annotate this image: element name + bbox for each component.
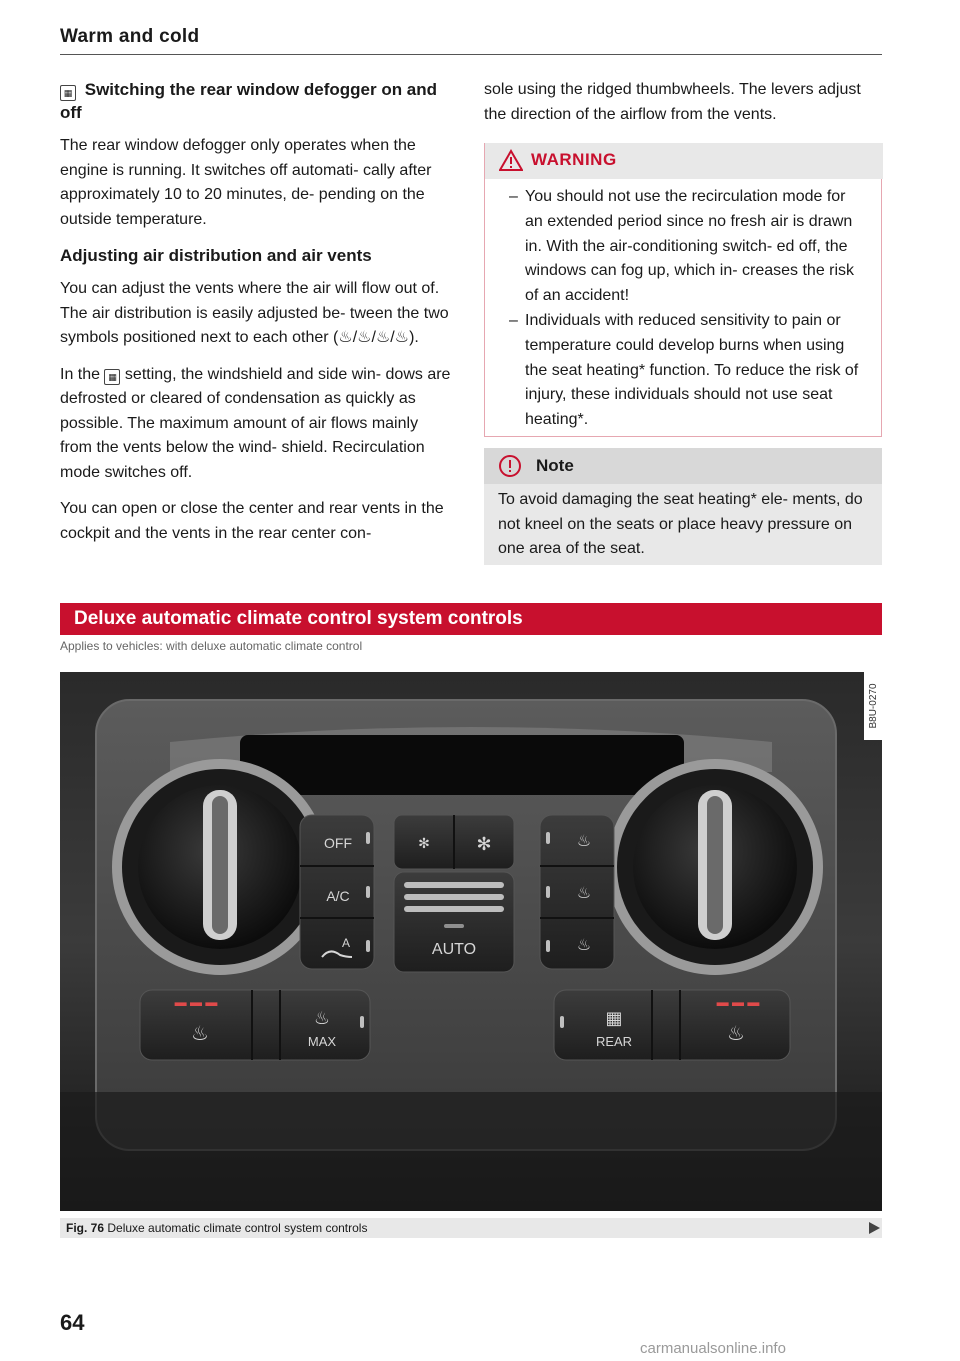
header-divider [60, 54, 882, 55]
rear-defogger-button-icon: ▦ [605, 1008, 623, 1028]
max-button-label: MAX [307, 1034, 337, 1049]
warning-box [484, 143, 882, 437]
left-seat-heating-icon: ♨ [191, 1023, 209, 1045]
airflow-windshield-icon: ♨ [576, 833, 592, 850]
figure-caption [60, 1218, 882, 1238]
defrost-paragraph [60, 363, 452, 486]
fan-down-icon: ✻ [418, 835, 430, 851]
ac-button-label: A/C [326, 888, 350, 904]
defogger-paragraph: The rear window defogger only operates when the engine is running. It switches off automati- cally after approximately 10 to 20 minutes, de- pending on the outside temperature. [60, 137, 432, 228]
vents-paragraph: You can open or close the center and rear vents in the cockpit and the vents in the rear center con- [60, 500, 444, 542]
air-distribution-text-end: ). [409, 329, 419, 346]
auto-button-label: AUTO [431, 941, 477, 958]
defrost-icon: ▦ [104, 369, 120, 385]
warning-list [485, 185, 881, 433]
airflow-footwell-icon: ♨ [576, 937, 592, 954]
page-number: 64 [60, 1310, 85, 1335]
warning-triangle-icon [499, 149, 523, 171]
air-distribution-paragraph [60, 277, 452, 351]
warning-header [485, 143, 883, 179]
rear-defogger-icon: ▦ [60, 85, 76, 101]
warning-title: WARNING [531, 150, 617, 169]
defrost-text-start: In the [60, 365, 105, 383]
note-text: To avoid damaging the seat heating* ele- ments, do not kneel on the seats or place heavy pressure on one area of the seat. [498, 491, 863, 557]
defogger-heading-text: Switching the rear window defogger on and off [60, 80, 438, 122]
defrost-text: setting, the windshield and side win- dows are defrosted or cleared of condensation as quickly as possible. The maximum amount of air flows mainly from the vents below the wind- shield. Recirculation mode switches off. [60, 365, 451, 481]
rear-button-label: REAR [595, 1034, 633, 1049]
airflow-upper-icon: ♨ [576, 885, 592, 902]
note-header [484, 448, 882, 484]
air-distribution-heading: Adjusting air distribution and air vents [60, 246, 372, 265]
applies-to-note: Applies to vehicles: with deluxe automatic climate control [60, 639, 363, 653]
watermark: carmanualsonline.info [640, 1340, 786, 1357]
figure-caption-text: Deluxe automatic climate control system controls [107, 1221, 368, 1235]
note-box [484, 448, 882, 565]
fan-up-icon: ✻ [476, 834, 492, 854]
image-code: B8U-0270 [868, 683, 879, 729]
chapter-title: Warm and cold [60, 26, 200, 47]
right-column [484, 78, 882, 139]
left-column [60, 78, 452, 558]
off-button-label: OFF [324, 835, 352, 851]
exclamation-circle-icon [498, 454, 522, 478]
climate-control-photo [60, 672, 882, 1211]
max-defrost-icon: ♨ [313, 1008, 331, 1028]
air-distribution-text: You can adjust the vents where the air will flow out of. The air distribution is easily adjusted be- tween the two symbols positioned next to each other ( [60, 280, 449, 346]
climate-panel-drawing [60, 672, 882, 1211]
note-title: Note [536, 456, 574, 475]
section-title: Deluxe automatic climate control system controls [74, 608, 523, 629]
warning-item: – You should not use the recirculation mode for an extended period since no fresh air is drawn in. With the air-conditioning switch- ed off, the windows can fog up, which in- creases the risk of an accident! [509, 188, 855, 305]
continuation-paragraph: sole using the ridged thumbwheels. The levers adjust the direction of the airflow from the vents. [484, 81, 861, 123]
air-distribution-symbols-icon: ♨/♨/♨/♨ [338, 329, 410, 346]
section-title-bar [60, 603, 882, 635]
right-seat-heating-icon: ♨ [727, 1023, 745, 1045]
left-seat-heat-level-icon: ▬ ▬ ▬ [174, 995, 218, 1009]
right-seat-heat-level-icon: ▬ ▬ ▬ [716, 995, 760, 1009]
defogger-heading [60, 78, 452, 124]
warning-item: – Individuals with reduced sensitivity to pain or temperature could develop burns when using the seat heating* function. To reduce the risk of injury, these individuals should not use seat heating*. [509, 311, 859, 429]
recirculation-auto-label: A [341, 936, 351, 950]
continue-arrow-icon [869, 1222, 880, 1234]
figure-label: Fig. 76 [66, 1221, 105, 1235]
